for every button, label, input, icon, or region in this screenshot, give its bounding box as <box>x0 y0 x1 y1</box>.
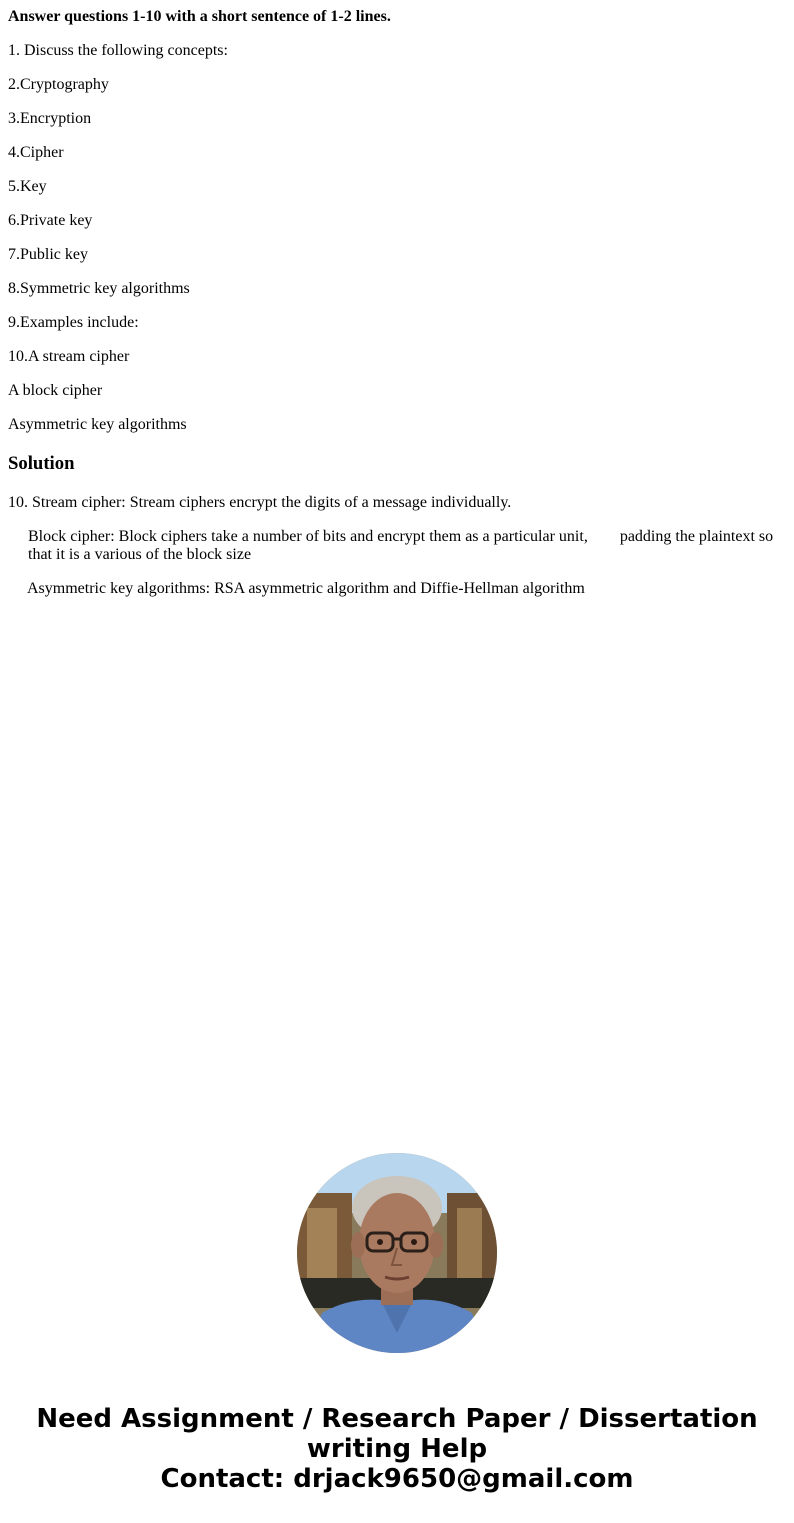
promo-line-1: Need Assignment / Research Paper / Dissertation <box>36 1404 758 1434</box>
question-5: 5.Key <box>8 178 47 195</box>
answer-block-cipher-part2: padding the plaintext so that it is a various of the block size <box>28 528 774 563</box>
question-2: 2.Cryptography <box>8 76 109 93</box>
author-photo <box>297 1153 497 1353</box>
question-7: 7.Public key <box>8 246 88 263</box>
question-3: 3.Encryption <box>8 110 92 127</box>
answer-block-cipher-part1: Block cipher: Block ciphers take a number of bits and encrypt them as a particular unit, <box>28 528 588 545</box>
question-block-cipher: A block cipher <box>8 382 103 399</box>
document-body <box>8 0 786 598</box>
question-asymmetric: Asymmetric key algorithms <box>8 416 187 433</box>
solution-heading: Solution <box>8 453 75 474</box>
question-4: 4.Cipher <box>8 144 64 161</box>
promo-line-2: writing Help <box>306 1434 488 1464</box>
promo-banner <box>0 1404 794 1494</box>
instructions: Answer questions 1-10 with a short sentence of 1-2 lines. <box>8 8 391 25</box>
question-8: 8.Symmetric key algorithms <box>8 280 190 297</box>
answer-block-cipher <box>8 528 786 564</box>
question-6: 6.Private key <box>8 212 93 229</box>
answer-stream-cipher: 10. Stream cipher: Stream ciphers encrypt the digits of a message individually. <box>8 494 512 511</box>
question-9: 9.Examples include: <box>8 314 139 331</box>
question-1: 1. Discuss the following concepts: <box>8 42 228 59</box>
answer-asymmetric: Asymmetric key algorithms: RSA asymmetric algorithm and Diffie-Hellman algorithm <box>27 580 585 597</box>
question-10: 10.A stream cipher <box>8 348 130 365</box>
promo-contact: Contact: drjack9650@gmail.com <box>160 1464 634 1494</box>
